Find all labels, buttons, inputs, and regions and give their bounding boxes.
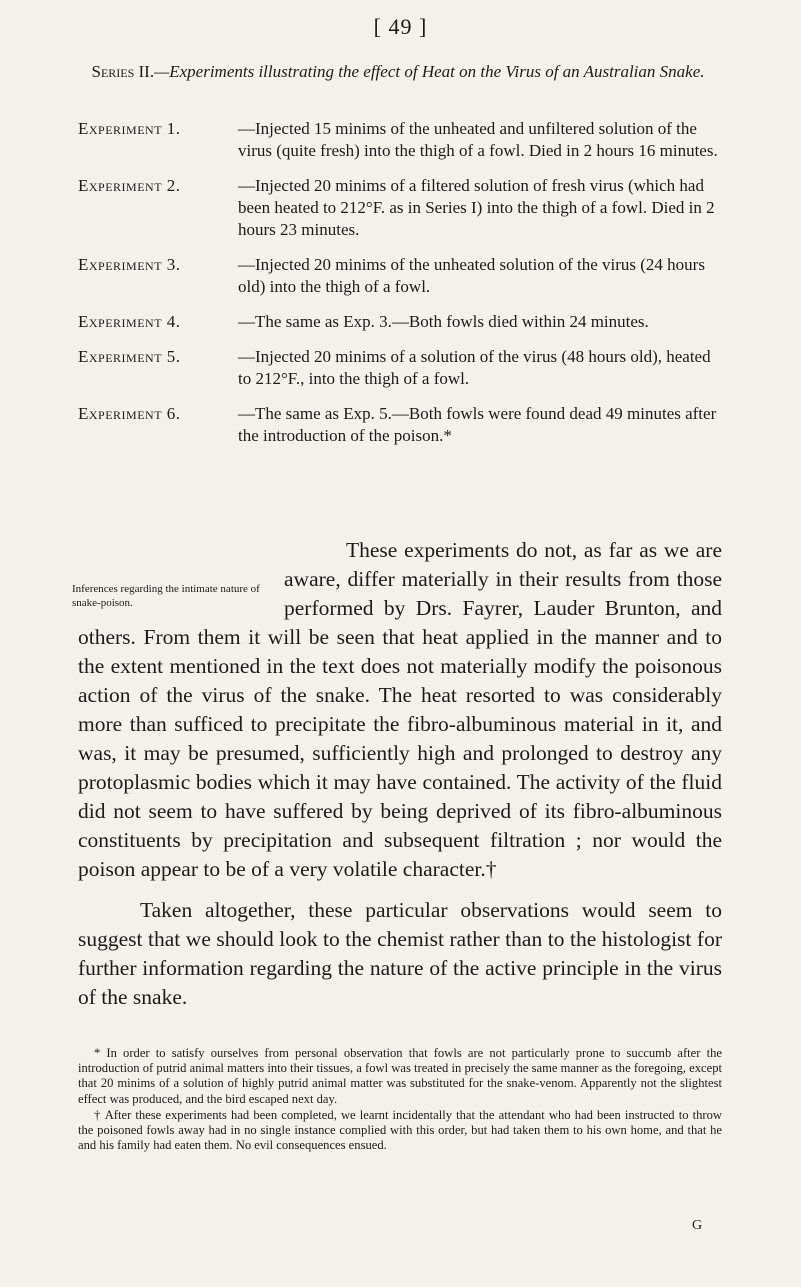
page-number: [ 49 ] (373, 14, 428, 39)
series-title: —Experiments illustrating the effect of Heat on the Virus of an Australian Snake. (154, 62, 705, 81)
footnote: † After these experiments had been completed, we learnt incidentally that the attendant who had been instructed to throw the poisoned fowls away had in no single instance complied with this order, but had taken them to his own home, and that he and his family had eaten them. No evil consequences ensued. (78, 1107, 722, 1153)
experiment-text: —Injected 15 minims of the unheated and unfiltered solution of the virus (quite fresh) into the thigh of a fowl. Died in 2 hours 16 minutes. (238, 119, 718, 160)
experiment-item (78, 403, 718, 447)
experiment-text: —The same as Exp. 5.—Both fowls were found dead 49 minutes after the introduction of the poison.* (238, 404, 717, 445)
experiment-label: Experiment 2. (78, 176, 181, 195)
body-paragraph: Taken altogether, these particular observations would seem to suggest that we should look to the chemist rather than to the histologist for further information regarding the nature of the active principle in the virus of the snake. (78, 898, 722, 1009)
footnotes (78, 1046, 722, 1154)
experiment-item (78, 346, 718, 390)
experiment-text: —Injected 20 minims of a solution of the virus (48 hours old), heated to 212°F., into the thigh of a fowl. (238, 347, 711, 388)
experiment-label: Experiment 1. (78, 119, 181, 138)
signature-mark: G (692, 1218, 703, 1233)
experiment-text: —Injected 20 minims of a filtered solution of fresh virus (which had been heated to 212°F. as in Series I) into the thigh of a fowl. Died in 2 hours 23 minutes. (238, 176, 715, 239)
experiment-item (78, 118, 718, 162)
series-heading (78, 62, 718, 82)
series-lead: Series II. (91, 62, 155, 81)
body-paragraph: These experiments do not, as far as we are aware, differ materially in their results from those performed by Drs. Fayrer, Lauder Brunton, and others. From them it will be seen that heat applied in the manner and to the extent mentioned in the text does not materially modify the poisonous action of the virus of the snake. The heat resorted to was considerably more than sufficed to precipitate the fibro-albuminous material in it, and was, it may be presumed, sufficiently high and prolonged to destroy any protoplasmic bodies which it may have contained. The activity of the fluid did not seem to have suffered by being deprived of its fibro-albuminous constituents by precipitation and subsequent filtration ; nor would the poison appear to be of a very volatile character.† (78, 538, 722, 881)
experiment-item (78, 254, 718, 298)
experiment-item (78, 311, 718, 333)
experiment-label: Experiment 3. (78, 255, 181, 274)
footnote: * In order to satisfy ourselves from personal observation that fowls are not particularly prone to succumb after the introduction of putrid animal matters into their tissues, a fowl was treated in precisely the same manner as the foregoing, except that 20 minims of a solution of highly putrid animal matter was substituted for the snake-venom. Apparently not the slightest effect was produced, and the bird escaped next day. (78, 1046, 722, 1106)
margin-note: Inferences regarding the intimate nature of snake-poison. (72, 583, 260, 609)
experiment-text: —The same as Exp. 3.—Both fowls died within 24 minutes. (238, 312, 649, 331)
experiment-label: Experiment 6. (78, 404, 181, 423)
experiment-text: —Injected 20 minims of the unheated solution of the virus (24 hours old) into the thigh of a fowl. (238, 255, 705, 296)
experiment-label: Experiment 5. (78, 347, 181, 366)
experiment-item (78, 175, 718, 241)
body-text (72, 536, 722, 1012)
experiments-list (78, 118, 718, 460)
experiment-label: Experiment 4. (78, 312, 181, 331)
